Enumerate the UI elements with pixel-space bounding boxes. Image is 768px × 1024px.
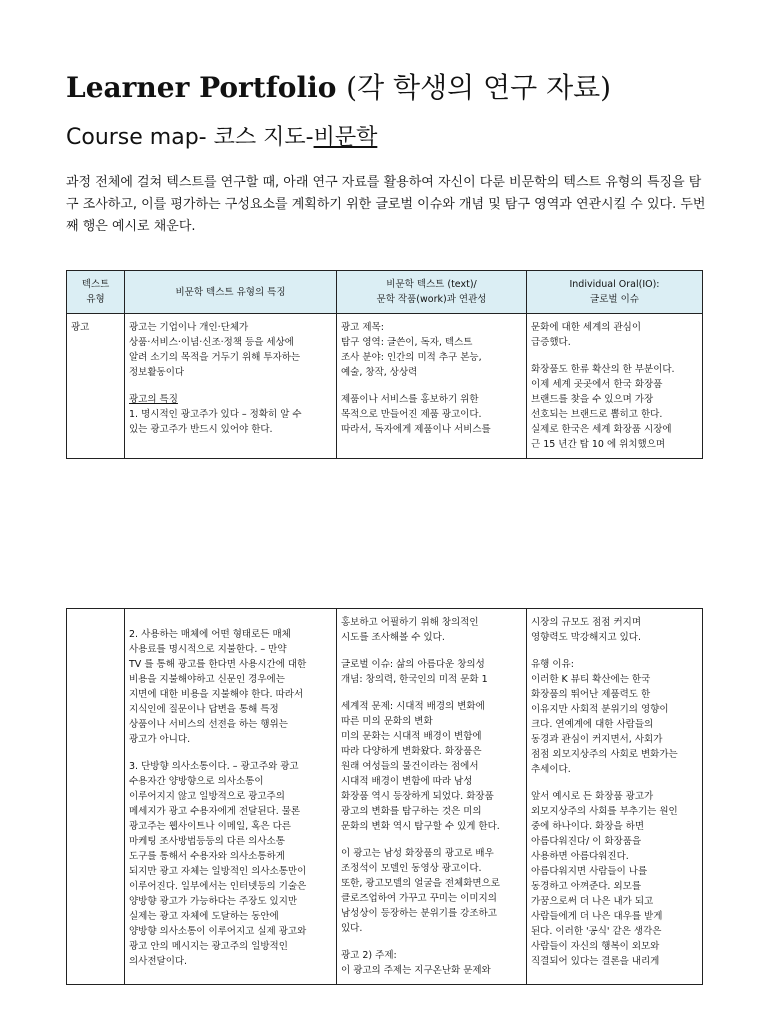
table-row — [67, 314, 703, 459]
table-header-row — [67, 271, 703, 314]
cell-global-issue: 시장의 규모도 점점 커지며 영향력도 막강해지고 있다. 유행 이유: 이러한 K 뷰티 확산에는 한국 화장품의 뛰어난 제품력도 한 이유지만 사회적 분위기의 영향이 크다. 연예계에 대한 사람들의 동경과 관심이 커지면서, 사회가 점점 외모지상주의 사회로 변화가는 추세이다. 앞서 예시로 든 화장품 광고가 외모지상주의 사회를 부추기는 원인 중에 하나이다. 화장을 하면 아름다워진다/ 이 화장품을 사용하면 아름다워진다. 아름다워지면 사람들이 나를 동경하고 아껴준다. 외모를 가꿈으로써 더 나은 내가 되고 사람들에게 더 나은 대우를 받게 된다. 이러한 '공식' 같은 생각은 사람들이 자신의 행복이 외모와 직결되어 있다는 결론을 내리게 — [527, 609, 703, 985]
page-title — [66, 66, 611, 106]
header-relation: 비문학 텍스트 (text)/ 문학 작품(work)과 연관성 — [337, 271, 527, 314]
cell-text-type: 광고 — [67, 314, 125, 459]
cell-text-type — [67, 609, 125, 985]
cell-relation: 홍보하고 어필하기 위해 창의적인 시도를 조사해볼 수 있다. 글로벌 이슈: 삶의 아름다운 창의성 개념: 창의력, 한국인의 미적 문화 1 세계적 문제: 시대적 배경의 변화에 따른 미의 문화의 변화 미의 문화는 시대적 배경이 변함에 따라 다양하게 변화왔다. 화장품은 원래 여성들의 물건이라는 점에서 시대적 배경이 변함에 따라 남성 화장품 역시 등장하게 되었다. 화장품 광고의 변화를 탐구하는 것은 미의 문화의 변화 역시 탐구할 수 있게 한다. 이 광고는 남성 화장품의 광고로 배우 조정석이 모델인 동영상 광고이다. 또한, 광고모델의 얼굴을 전체화면으로 클로즈업하여 가꾸고 꾸미는 이미지의 남성상이 등장하는 분위기를 강조하고 있다. 광고 2) 주제: 이 광고의 주제는 지구온난화 문제와 — [337, 609, 527, 985]
table-row — [67, 609, 703, 985]
header-global-issue: Individual Oral(IO): 글로벌 이슈 — [527, 271, 703, 314]
course-map-table-continued — [66, 608, 703, 985]
cell-global-issue: 문화에 대한 세계의 관심이 급증했다. 화장품도 한류 확산의 한 부분이다. 이제 세계 곳곳에서 한국 화장품 브랜드를 찾을 수 있으며 가장 선호되는 브랜드로 뽑히고 한다. 실제로 한국은 세계 화장품 시장에 근 15 년간 탑 10 에 위치했으며 — [527, 314, 703, 459]
cell-features: 광고는 기업이나 개인·단체가 상품·서비스·이념·신조·정책 등을 세상에 알려 소기의 목적을 거두기 위해 투자하는 정보활동이다 광고의 특징 1. 명시적인 광고주가 있다 – 정확히 알 수 있는 광고주가 반드시 있어야 한다. — [125, 314, 337, 459]
course-map-table — [66, 270, 703, 459]
title-main: Learner Portfolio — [66, 71, 337, 104]
intro-paragraph: 과정 전체에 걸쳐 텍스트를 연구할 때, 아래 연구 자료를 활용하여 자신이 다룬 비문학의 텍스트 유형의 특징을 탐구 조사하고, 이를 평가하는 구성요소를 계획하기 위한 글로벌 이슈와 개념 및 탐구 영역과 연관시킬 수 있다. 두번째 행은 예시로 채운다. — [66, 175, 706, 234]
header-text-type: 텍스트 유형 — [67, 271, 125, 314]
header-features: 비문학 텍스트 유형의 특징 — [125, 271, 337, 314]
page-subtitle — [66, 120, 377, 151]
subtitle-underlined: 비문학 — [313, 125, 378, 150]
title-korean: (각 학생의 연구 자료) — [346, 71, 612, 104]
cell-relation: 광고 제목: 탐구 영역: 글쓴이, 독자, 텍스트 조사 분야: 인간의 미적 추구 본능, 예술, 창작, 상상력 제품이나 서비스를 홍보하기 위한 목적으로 만들어진 제품 광고이다. 따라서, 독자에게 제품이나 서비스를 — [337, 314, 527, 459]
cell-features: 2. 사용하는 매체에 어떤 형태로든 매체 사용료를 명시적으로 지불한다. – 만약 TV 를 통해 광고를 한다면 사용시간에 대한 비용을 지불해야하고 신문인 경우에는 지면에 대한 비용을 지불해야 한다. 따라서 지식인에 질문이나 답변을 통해 특정 상품이나 서비스의 선전을 하는 행위는 광고가 아니다. 3. 단방향 의사소통이다. – 광고주와 광고 수용자간 양방향으로 의사소통이 이루어지지 않고 일방적으로 광고주의 메세지가 광고 수용자에게 전달된다. 물론 광고주는 웹사이트나 이메일, 혹은 다른 마케팅 조사방법등등의 다른 의사소통 도구를 통해서 수용자와 의사소통하게 되지만 광고 자체는 일방적인 의사소통만이 이루어진다. 일부에서는 인터넷등의 기술은 양방향 광고가 가능하다는 주장도 있지만 실제는 광고 자체에 도달하는 동안에 양방향 의사소통이 이루어지고 실제 광고와 광고 안의 메시지는 광고주의 일방적인 의사전달이다. — [125, 609, 337, 985]
subtitle-prefix: Course map- 코스 지도- — [66, 125, 314, 150]
